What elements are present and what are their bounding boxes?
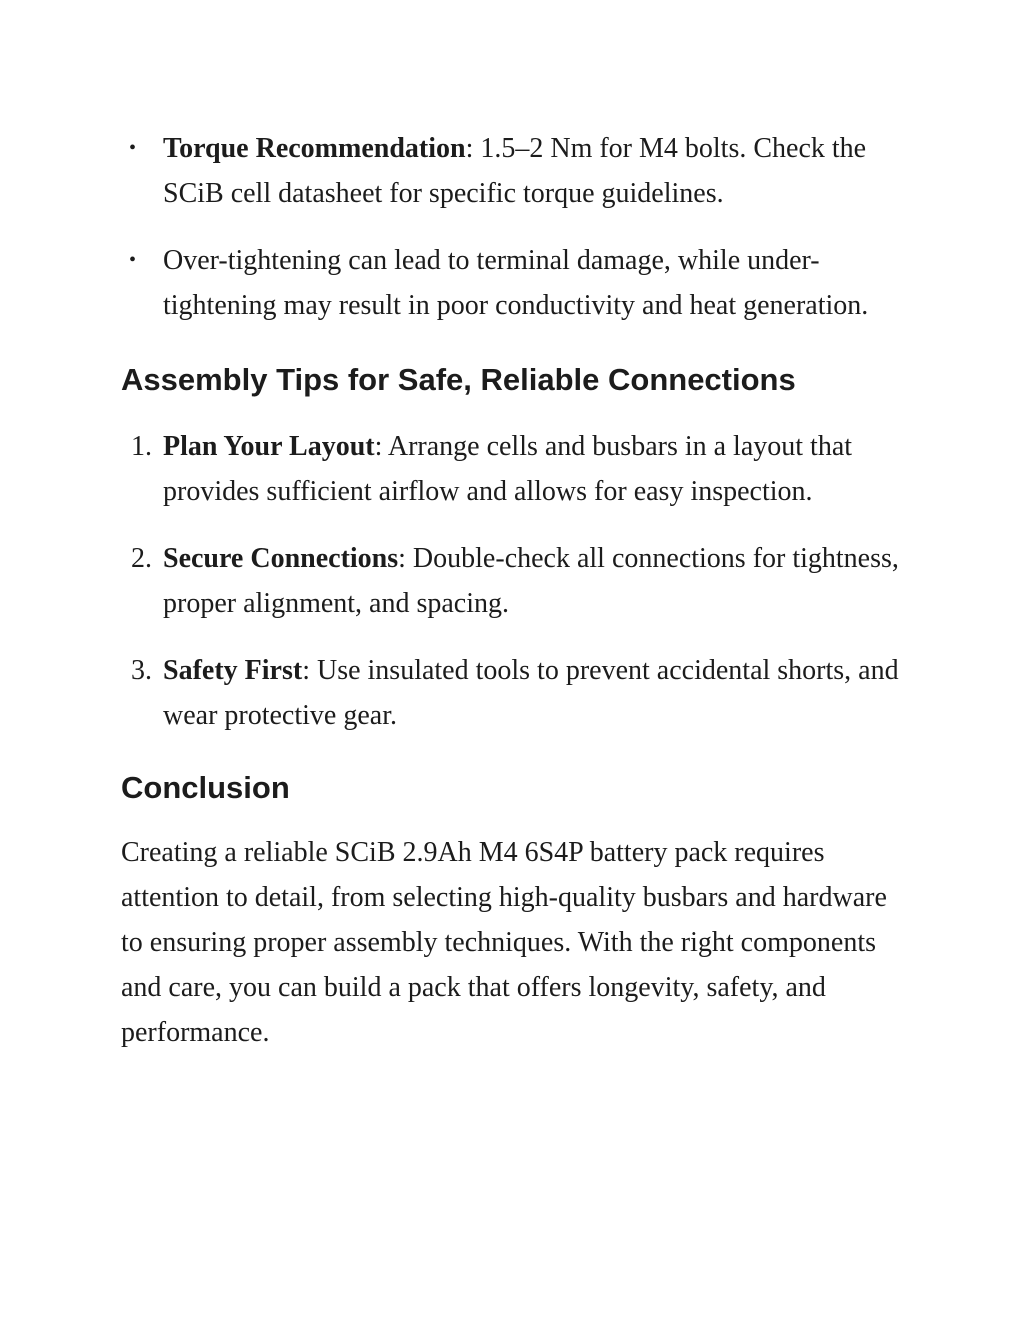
list-item (121, 424, 901, 514)
list-item (121, 648, 901, 738)
conclusion-heading: Conclusion (121, 770, 290, 805)
torque-bullet-list (121, 126, 901, 328)
step-bold-label: Plan Your Layout (163, 431, 375, 462)
list-item (121, 536, 901, 626)
step-number: 3. (131, 655, 152, 686)
step-text: : Double-check all connections for tightness, proper alignment, and spacing. (163, 543, 899, 619)
step-text: : Use insulated tools to prevent accidental shorts, and wear protective gear. (163, 655, 899, 731)
bullet-text: : 1.5–2 Nm for M4 bolts. Check the SCiB cell datasheet for specific torque guidelines. (163, 133, 867, 209)
list-item (121, 126, 901, 216)
assembly-heading: Assembly Tips for Safe, Reliable Connections (121, 362, 796, 397)
step-bold-label: Secure Connections (163, 543, 399, 574)
bullet-marker: • (129, 249, 137, 271)
step-bold-label: Safety First (163, 655, 303, 686)
list-item (121, 238, 901, 328)
bullet-text: Over-tightening can lead to terminal damage, while under-tightening may result in poor conductivity and heat generation. (163, 245, 869, 321)
assembly-steps-list (121, 424, 901, 738)
bullet-bold-label: Torque Recommendation (163, 133, 466, 164)
step-text: : Arrange cells and busbars in a layout that provides sufficient airflow and allows for easy inspection. (163, 431, 853, 507)
conclusion-paragraph: Creating a reliable SCiB 2.9Ah M4 6S4P battery pack requires attention to detail, from selecting high-quality busbars and hardware to ensuring proper assembly techniques. With the right components and care, you can build a pack that offers longevity, safety, and performance. (121, 837, 887, 1048)
document-page (121, 126, 901, 1055)
bullet-marker: • (129, 137, 137, 159)
step-number: 2. (131, 543, 152, 574)
step-number: 1. (131, 431, 152, 462)
